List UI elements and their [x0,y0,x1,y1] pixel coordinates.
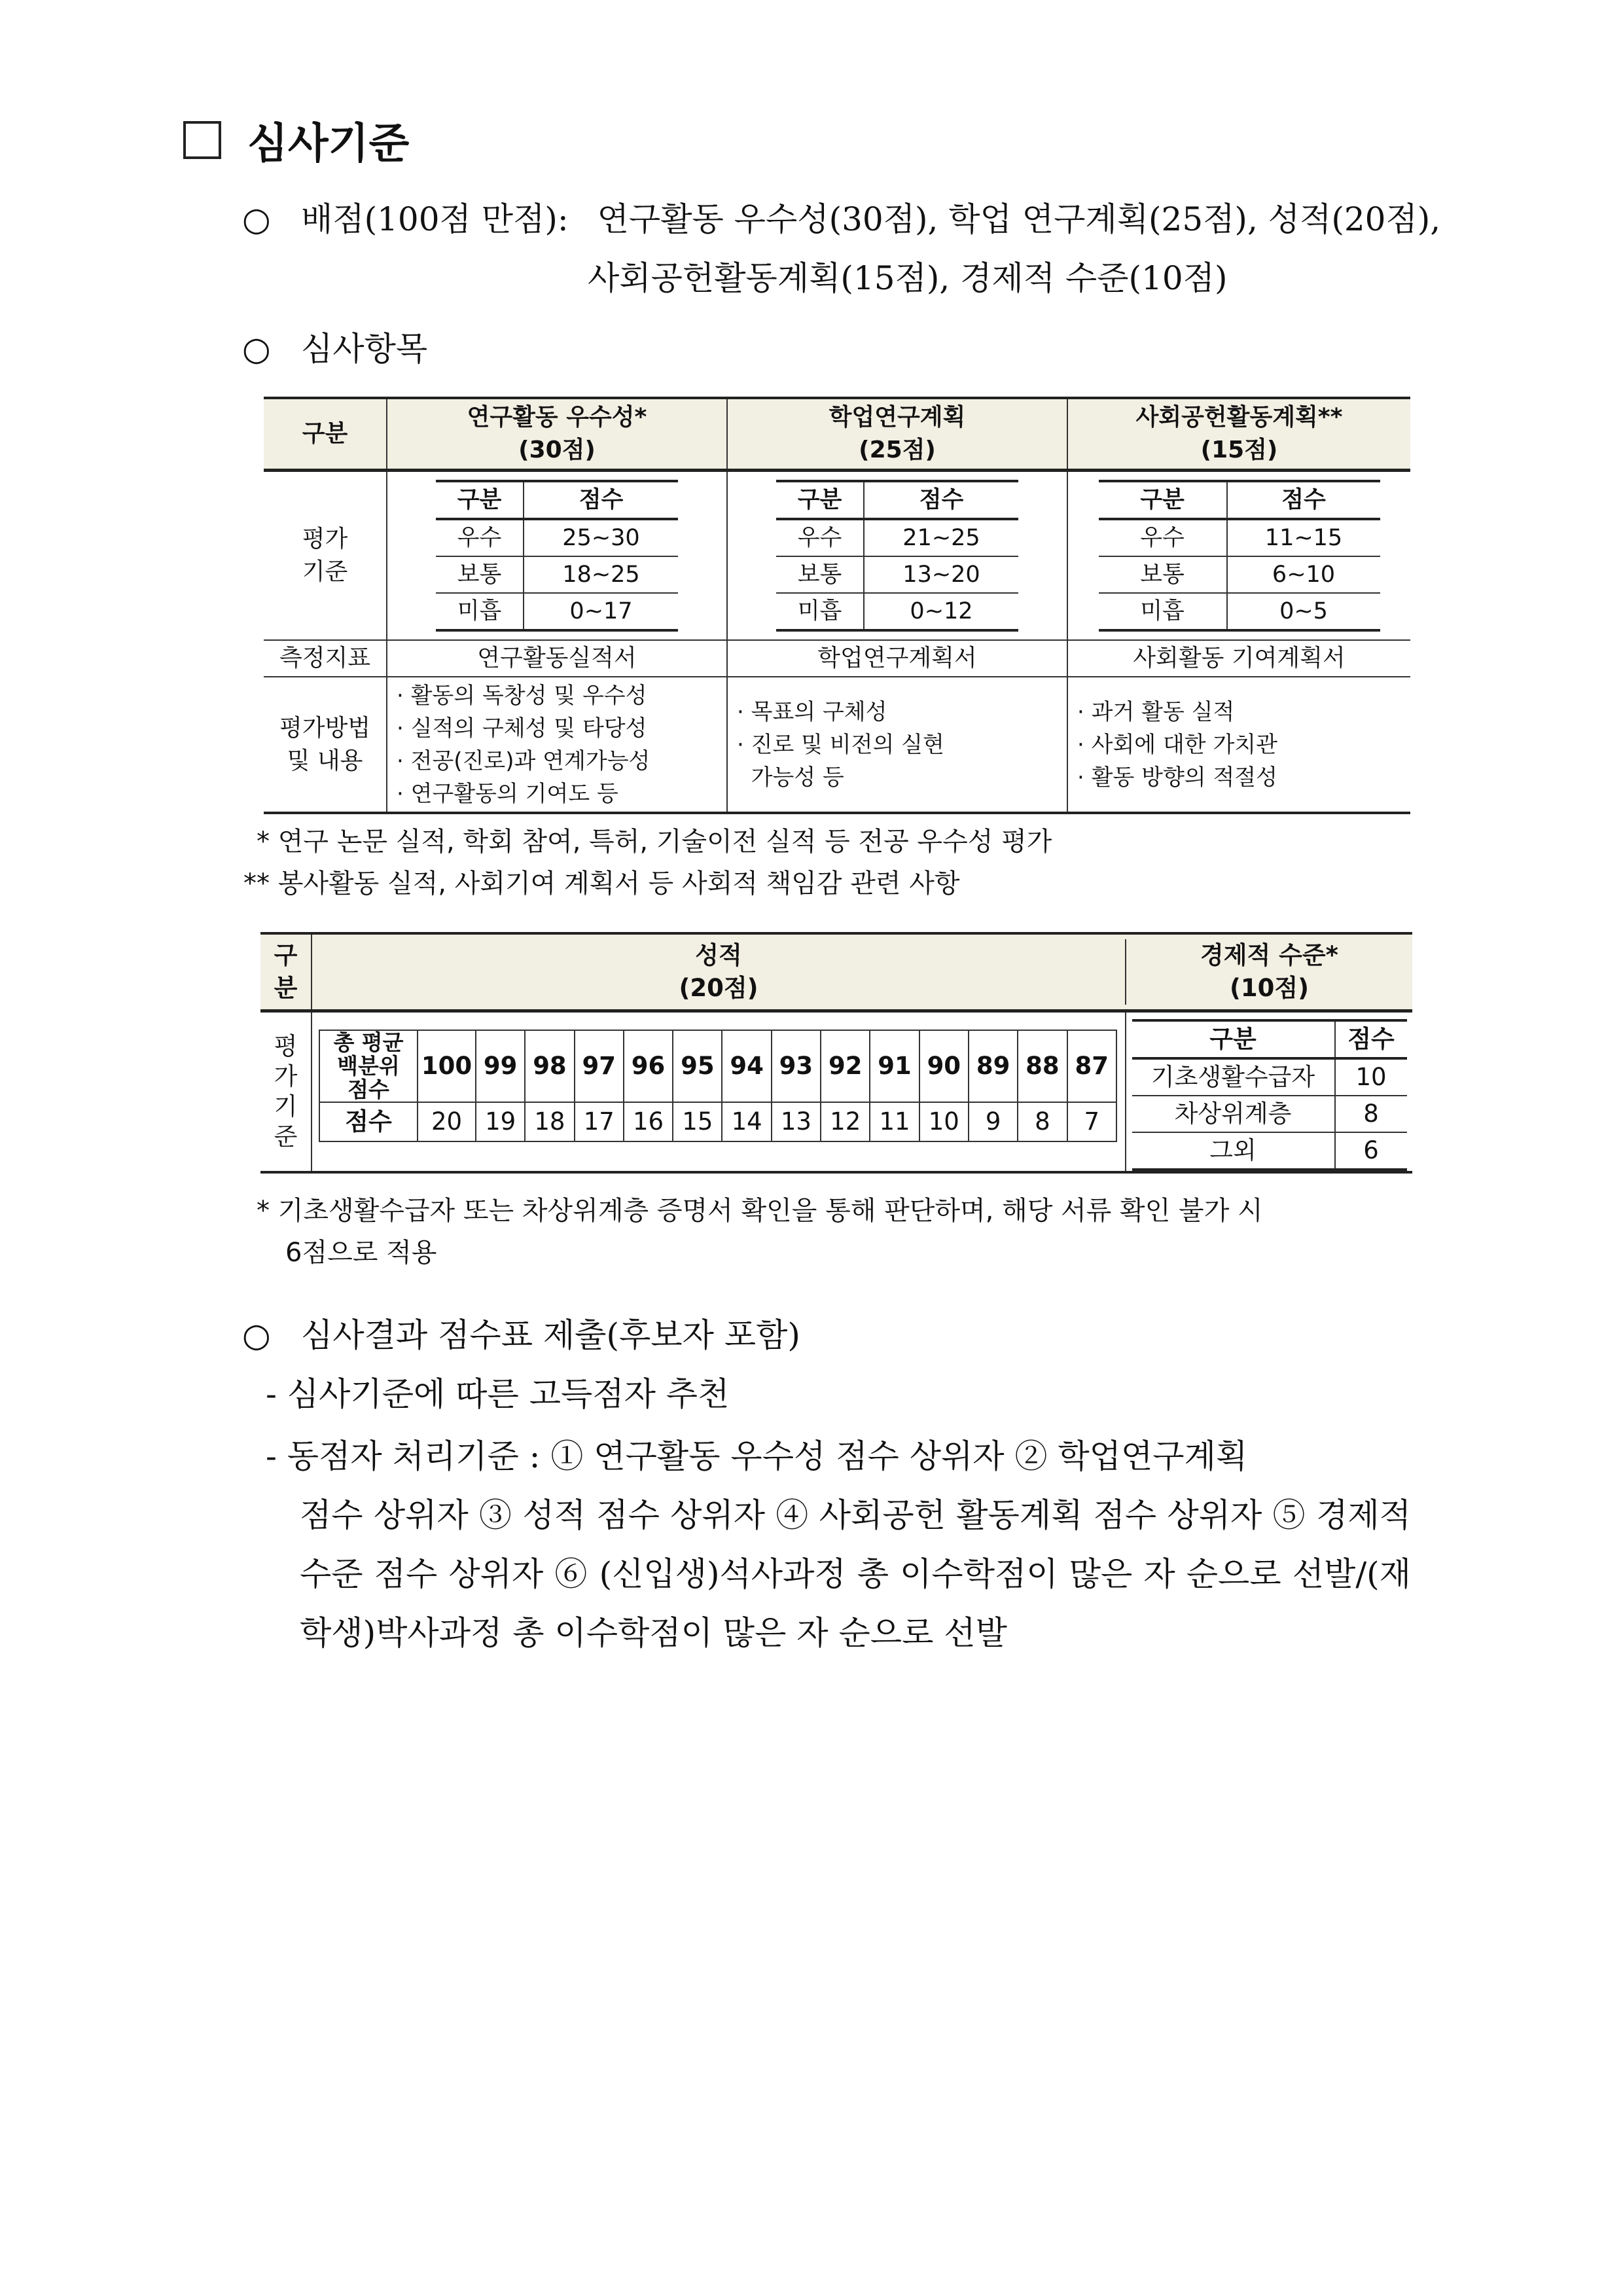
checkbox-square-icon [183,121,221,159]
col-header-research: 연구활동 우수성* (30점) [387,398,727,470]
indicator-study-plan: 학업연구계획서 [727,640,1067,677]
indicator-research: 연구활동실적서 [387,640,727,677]
result-title: 심사결과 점수표 제출(후보자 포함) [301,1316,800,1354]
score-cell: 11 [870,1102,919,1141]
econ-table: 구분 점수 기초생활수급자 10 차상위계층 8 그외 6 [1132,1019,1407,1171]
eval-subtable: 구분 점수 우수 11~15 보통 6~10 미흡 0~5 [1099,480,1380,632]
allocation-line1: 연구활동 우수성(30점), 학업 연구계획(25점), 성적(20점), [597,200,1441,238]
score-cell: 15 [673,1102,722,1141]
percentile-cell: 96 [624,1030,673,1102]
percentile-cell: 95 [673,1030,722,1102]
method-social-plan: · 과거 활동 실적 · 사회에 대한 가치관 · 활동 방향의 적절성 [1077,698,1277,791]
percentile-cell: 97 [575,1030,624,1102]
result-item-2: - 동점자 처리기준 : ① 연구활동 우수성 점수 상위자 ② 학업연구계획 점수 상위자 ③ 성적 점수 상위자 ④ 사회공헌 활동계획 점수 상위자 ⑤ 경제적 수준 점수 상위자 ⑥ (신입생)석사과정 총 이수학점이 많은 자 순으로 선발/(재학생)박사과정 총 이수학점이 많은 자 순으로 선발 [266,1437,1411,1652]
circle-bullet-icon: ○ [242,200,271,238]
eval-cell-social-plan [1067,470,1410,640]
allocation-prefix: 배점(100점 만점): [301,200,569,238]
percentile-cell: 94 [722,1030,771,1102]
percentile-cell: 87 [1067,1030,1116,1102]
footnote-research: * 연구 논문 실적, 학회 참여, 특허, 기술이전 실적 등 전공 우수성 평가 [257,827,1052,857]
score-cell: 17 [575,1102,624,1141]
items-title-line [242,319,427,378]
percentile-cell: 91 [870,1030,919,1102]
eval-subtable: 구분 점수 우수 25~30 보통 18~25 미흡 0~17 [436,480,678,632]
pct-area [312,1013,1126,1171]
percentile-table [319,1030,1117,1142]
row-label-method: 평가방법 및 내용 [264,677,387,813]
score-cell: 12 [821,1102,870,1141]
method-research: · 활동의 독창성 및 우수성 · 실적의 구체성 및 타당성 · 전공(진로)과 연계가능성 · 연구활동의 기여도 등 [387,677,727,813]
econ-header: 경제적 수준* (10점) [1200,941,1338,1002]
percentile-cell: 93 [772,1030,821,1102]
score-cell: 20 [418,1102,476,1141]
percentile-cell: 99 [476,1030,525,1102]
col-label: 구분 [264,398,387,470]
t2-col-label: 구 분 [260,933,312,1011]
score-cell: 13 [772,1102,821,1141]
score-cell: 16 [624,1102,673,1141]
circle-bullet-icon: ○ [242,330,271,368]
percentile-cell: 89 [969,1030,1018,1102]
t2-header [312,933,1412,1011]
indicator-social-plan: 사회활동 기여계획서 [1133,645,1346,672]
score-cell: 9 [969,1102,1018,1141]
items-title: 심사항목 [301,330,428,368]
percentile-cell: 92 [821,1030,870,1102]
result-item-1: - 심사기준에 따른 고득점자 추천 [266,1375,730,1413]
percentile-cell: 88 [1018,1030,1067,1102]
allocation-line [242,190,1440,249]
percentile-cell: 98 [525,1030,574,1102]
score-cell: 14 [722,1102,771,1141]
score-cell: 7 [1067,1102,1116,1141]
percentile-cell: 90 [919,1030,969,1102]
eval-cell-research [387,470,727,640]
score-label: 점수 [319,1102,418,1141]
t2-body [312,1011,1412,1172]
eval-cell-study-plan [727,470,1067,640]
section-heading: 심사기준 [183,110,409,170]
col-header-social-plan: 사회공헌활동계획** (15점) [1067,398,1410,470]
circle-bullet-icon: ○ [242,1316,271,1354]
col-header-study-plan: 학업연구계획 (25점) [727,398,1067,470]
grades-table [260,932,1412,1174]
pct-label: 총 평균 백분위 점수 [319,1030,418,1102]
eval-subtable: 구분 점수 우수 21~25 보통 13~20 미흡 0~12 [776,480,1018,632]
t2-row-label: 평 가 기 준 [260,1011,312,1172]
grades-header: 성적 (20점) [312,939,1126,1005]
row-label-eval: 평가 기준 [264,470,387,640]
row-label-indicator: 측정지표 [264,640,387,677]
score-cell: 8 [1018,1102,1067,1141]
allocation-line2: 사회공헌활동계획(15점), 경제적 수준(10점) [588,259,1228,297]
score-cell: 19 [476,1102,525,1141]
score-cell: 18 [525,1102,574,1141]
footnote-economic: * 기초생활수급자 또는 차상위계층 증명서 확인을 통해 판단하며, 해당 서류 확인 불가 시 6점으로 적용 [257,1196,1263,1268]
method-study-plan: · 목표의 구체성 · 진로 및 비전의 실현 가능성 등 [727,677,1067,813]
footnote-social: ** 봉사활동 실적, 사회기여 계획서 등 사회적 책임감 관련 사항 [243,869,960,899]
econ-area [1126,1013,1412,1171]
criteria-table [264,397,1410,814]
score-cell: 10 [919,1102,969,1141]
result-title-line [242,1309,800,1356]
percentile-cell: 100 [418,1030,476,1102]
